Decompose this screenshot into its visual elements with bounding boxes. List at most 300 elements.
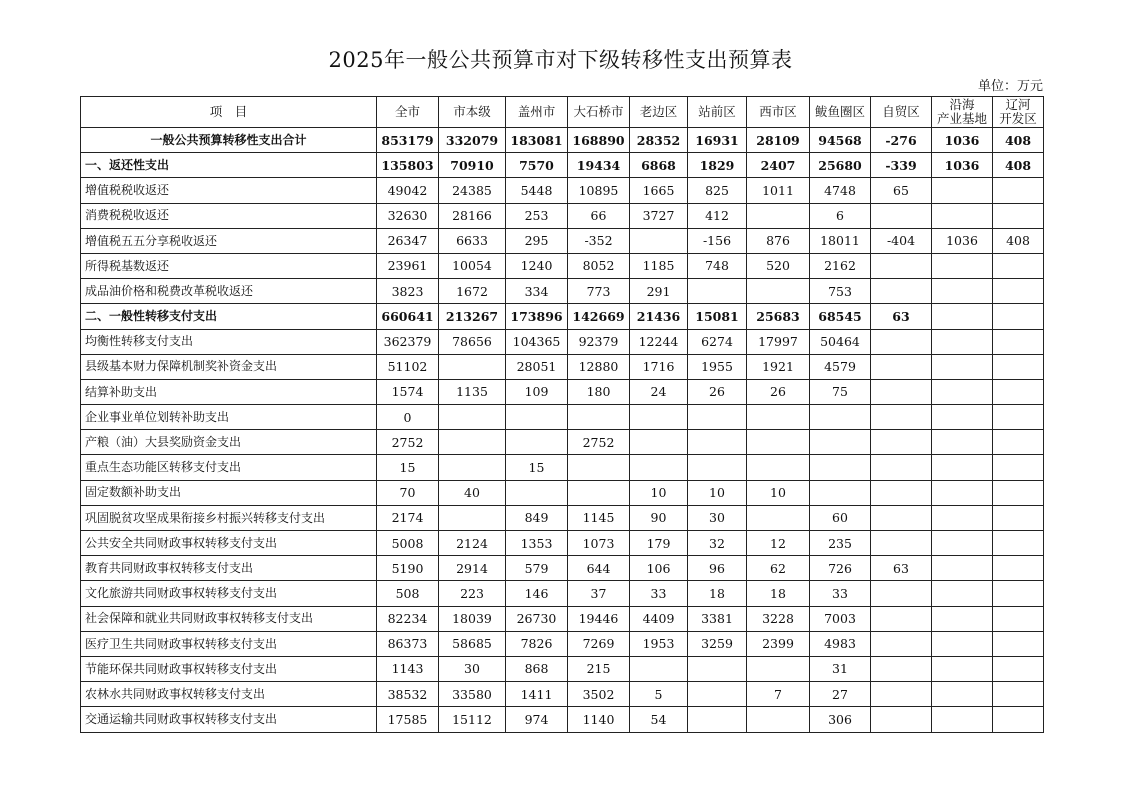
unit-label: 单位：万元: [977, 79, 1043, 94]
table-cell: [993, 556, 1044, 581]
table-cell: 28166: [439, 203, 506, 228]
table-cell: 306: [810, 707, 871, 732]
table-cell: [932, 304, 993, 329]
table-cell: -352: [568, 228, 630, 253]
table-cell: [871, 405, 932, 430]
table-cell: [439, 354, 506, 379]
table-cell: 295: [506, 228, 568, 253]
table-cell: 32: [688, 531, 747, 556]
table-cell: 520: [747, 253, 810, 278]
row-label: 文化旅游共同财政事权转移支付支出: [81, 581, 377, 606]
table-cell: [810, 480, 871, 505]
table-cell: 15: [506, 455, 568, 480]
column-header: 全市: [377, 97, 439, 128]
table-cell: 62: [747, 556, 810, 581]
table-cell: 28352: [630, 128, 688, 153]
table-cell: 50464: [810, 329, 871, 354]
table-cell: 332079: [439, 128, 506, 153]
table-cell: 10: [747, 480, 810, 505]
table-cell: [932, 656, 993, 681]
table-cell: [439, 405, 506, 430]
row-label: 巩固脱贫攻坚成果衔接乡村振兴转移支付支出: [81, 505, 377, 530]
table-cell: [747, 279, 810, 304]
table-cell: [630, 455, 688, 480]
table-cell: 49042: [377, 178, 439, 203]
row-label: 结算补助支出: [81, 379, 377, 404]
column-header: 老边区: [630, 97, 688, 128]
table-cell: 2162: [810, 253, 871, 278]
table-cell: [688, 279, 747, 304]
table-cell: 3823: [377, 279, 439, 304]
table-row: [81, 531, 1044, 556]
table-cell: 63: [871, 304, 932, 329]
table-cell: 825: [688, 178, 747, 203]
row-label: 公共安全共同财政事权转移支付支出: [81, 531, 377, 556]
table-cell: 10895: [568, 178, 630, 203]
table-cell: [993, 531, 1044, 556]
table-cell: 412: [688, 203, 747, 228]
table-cell: 1716: [630, 354, 688, 379]
table-cell: [688, 682, 747, 707]
table-cell: 1073: [568, 531, 630, 556]
table-cell: [993, 379, 1044, 404]
table-cell: 40: [439, 480, 506, 505]
table-cell: 70910: [439, 153, 506, 178]
table-cell: 974: [506, 707, 568, 732]
table-row: [81, 405, 1044, 430]
table-cell: [993, 279, 1044, 304]
table-cell: 2174: [377, 505, 439, 530]
table-cell: 3502: [568, 682, 630, 707]
table-cell: 1353: [506, 531, 568, 556]
table-cell: [506, 430, 568, 455]
table-cell: [506, 405, 568, 430]
page-title: 2025年一般公共预算市对下级转移性支出预算表: [328, 48, 793, 72]
table-cell: 726: [810, 556, 871, 581]
table-row: [81, 430, 1044, 455]
table-cell: 1574: [377, 379, 439, 404]
column-header: 辽河 开发区: [993, 97, 1044, 128]
table-cell: 215: [568, 656, 630, 681]
table-row: [81, 329, 1044, 354]
table-row: [81, 304, 1044, 329]
table-row: [81, 656, 1044, 681]
table-cell: [932, 505, 993, 530]
table-cell: 26: [688, 379, 747, 404]
table-cell: 30: [688, 505, 747, 530]
table-cell: [568, 405, 630, 430]
row-label: 所得税基数返还: [81, 253, 377, 278]
table-cell: 18: [747, 581, 810, 606]
table-cell: 2407: [747, 153, 810, 178]
table-cell: [871, 531, 932, 556]
table-cell: 146: [506, 581, 568, 606]
table-row: [81, 128, 1044, 153]
row-label: 固定数额补助支出: [81, 480, 377, 505]
table-cell: 868: [506, 656, 568, 681]
table-cell: 21436: [630, 304, 688, 329]
table-cell: 5190: [377, 556, 439, 581]
table-cell: [810, 430, 871, 455]
table-cell: 32630: [377, 203, 439, 228]
table-cell: [871, 581, 932, 606]
table-cell: [932, 531, 993, 556]
table-cell: 25680: [810, 153, 871, 178]
table-cell: 7003: [810, 606, 871, 631]
table-cell: 2124: [439, 531, 506, 556]
table-cell: 4409: [630, 606, 688, 631]
row-label: 社会保障和就业共同财政事权转移支付支出: [81, 606, 377, 631]
table-row: [81, 707, 1044, 732]
table-cell: 2399: [747, 631, 810, 656]
row-label: 一、返还性支出: [81, 153, 377, 178]
table-cell: 90: [630, 505, 688, 530]
row-label: 二、一般性转移支付支出: [81, 304, 377, 329]
table-cell: [747, 656, 810, 681]
table-cell: 60: [810, 505, 871, 530]
table-cell: [688, 455, 747, 480]
table-cell: [932, 253, 993, 278]
table-cell: 1145: [568, 505, 630, 530]
table-cell: [871, 279, 932, 304]
table-cell: [871, 379, 932, 404]
table-cell: 853179: [377, 128, 439, 153]
table-header: [81, 97, 1044, 128]
table-cell: [871, 354, 932, 379]
table-cell: [871, 203, 932, 228]
table-cell: 773: [568, 279, 630, 304]
table-cell: [993, 354, 1044, 379]
table-cell: 66: [568, 203, 630, 228]
table-cell: 24: [630, 379, 688, 404]
table-cell: 109: [506, 379, 568, 404]
table-cell: 17585: [377, 707, 439, 732]
table-cell: 10: [630, 480, 688, 505]
table-cell: 253: [506, 203, 568, 228]
table-row: [81, 480, 1044, 505]
table-cell: 168890: [568, 128, 630, 153]
table-cell: 92379: [568, 329, 630, 354]
column-header: 沿海 产业基地: [932, 97, 993, 128]
table-cell: 23961: [377, 253, 439, 278]
table-cell: 1955: [688, 354, 747, 379]
table-cell: 1672: [439, 279, 506, 304]
table-cell: [747, 430, 810, 455]
table-row: [81, 606, 1044, 631]
table-cell: 19434: [568, 153, 630, 178]
table-cell: [810, 455, 871, 480]
table-cell: [993, 304, 1044, 329]
table-cell: 12: [747, 531, 810, 556]
table-cell: [993, 682, 1044, 707]
table-cell: 142669: [568, 304, 630, 329]
table-cell: 19446: [568, 606, 630, 631]
table-cell: 33: [810, 581, 871, 606]
table-cell: 508: [377, 581, 439, 606]
column-header: 大石桥市: [568, 97, 630, 128]
table-cell: [871, 631, 932, 656]
table-cell: [993, 329, 1044, 354]
table-cell: [993, 480, 1044, 505]
table-body: [81, 128, 1044, 733]
table-cell: 18: [688, 581, 747, 606]
table-cell: [993, 581, 1044, 606]
table-cell: [630, 656, 688, 681]
table-cell: 33: [630, 581, 688, 606]
table-cell: 1240: [506, 253, 568, 278]
column-header: 西市区: [747, 97, 810, 128]
table-cell: [871, 329, 932, 354]
table-cell: 1411: [506, 682, 568, 707]
table-cell: 18039: [439, 606, 506, 631]
table-cell: [932, 379, 993, 404]
table-cell: [932, 430, 993, 455]
table-cell: 15112: [439, 707, 506, 732]
table-cell: 408: [993, 153, 1044, 178]
table-cell: 235: [810, 531, 871, 556]
header-row: [81, 97, 1044, 128]
table-cell: 1036: [932, 153, 993, 178]
row-label: 成品油价格和税费改革税收返还: [81, 279, 377, 304]
table-cell: [871, 430, 932, 455]
row-label: 县级基本财力保障机制奖补资金支出: [81, 354, 377, 379]
table-row: [81, 253, 1044, 278]
table-cell: 104365: [506, 329, 568, 354]
table-cell: 1143: [377, 656, 439, 681]
table-cell: 15081: [688, 304, 747, 329]
table-cell: 82234: [377, 606, 439, 631]
table-cell: [747, 203, 810, 228]
table-cell: 1921: [747, 354, 810, 379]
row-label: 增值税税收返还: [81, 178, 377, 203]
table-cell: 27: [810, 682, 871, 707]
table-cell: [439, 430, 506, 455]
table-cell: 2914: [439, 556, 506, 581]
row-label: 企业事业单位划转补助支出: [81, 405, 377, 430]
table-cell: 3259: [688, 631, 747, 656]
table-cell: [747, 455, 810, 480]
table-cell: 1185: [630, 253, 688, 278]
table-cell: [871, 253, 932, 278]
table-cell: [993, 707, 1044, 732]
table-cell: 28109: [747, 128, 810, 153]
column-header: 项 目: [81, 97, 377, 128]
table-cell: [439, 505, 506, 530]
table-cell: 26730: [506, 606, 568, 631]
table-cell: 1036: [932, 228, 993, 253]
column-header: 自贸区: [871, 97, 932, 128]
table-cell: 30: [439, 656, 506, 681]
table-cell: [630, 228, 688, 253]
table-row: [81, 203, 1044, 228]
table-cell: 26347: [377, 228, 439, 253]
table-cell: 7570: [506, 153, 568, 178]
table-row: [81, 178, 1044, 203]
table-cell: 5008: [377, 531, 439, 556]
table-cell: 86373: [377, 631, 439, 656]
table-cell: 748: [688, 253, 747, 278]
column-header: 鲅鱼圈区: [810, 97, 871, 128]
table-cell: 38532: [377, 682, 439, 707]
table-cell: [747, 405, 810, 430]
row-label: 消费税税收返还: [81, 203, 377, 228]
table-row: [81, 505, 1044, 530]
table-cell: 1011: [747, 178, 810, 203]
table-cell: [932, 631, 993, 656]
table-cell: [932, 556, 993, 581]
table-cell: 33580: [439, 682, 506, 707]
column-header: 站前区: [688, 97, 747, 128]
table-cell: 223: [439, 581, 506, 606]
row-label: 交通运输共同财政事权转移支付支出: [81, 707, 377, 732]
table-cell: [747, 505, 810, 530]
table-row: [81, 682, 1044, 707]
table-cell: 2752: [568, 430, 630, 455]
table-cell: [688, 656, 747, 681]
table-cell: 1829: [688, 153, 747, 178]
table-row: [81, 631, 1044, 656]
table-cell: 12244: [630, 329, 688, 354]
table-cell: 10: [688, 480, 747, 505]
table-cell: [993, 606, 1044, 631]
table-row: [81, 581, 1044, 606]
table-cell: 1135: [439, 379, 506, 404]
column-header: 市本级: [439, 97, 506, 128]
table-cell: 28051: [506, 354, 568, 379]
table-cell: 4748: [810, 178, 871, 203]
row-label: 重点生态功能区转移支付支出: [81, 455, 377, 480]
row-label: 一般公共预算转移性支出合计: [81, 128, 377, 153]
table-cell: 78656: [439, 329, 506, 354]
table-cell: [568, 455, 630, 480]
table-row: [81, 354, 1044, 379]
table-cell: [688, 405, 747, 430]
table-cell: 63: [871, 556, 932, 581]
table-cell: 334: [506, 279, 568, 304]
table-cell: 1140: [568, 707, 630, 732]
table-cell: 3228: [747, 606, 810, 631]
table-cell: 291: [630, 279, 688, 304]
table-cell: 25683: [747, 304, 810, 329]
table-cell: 876: [747, 228, 810, 253]
row-label: 产粮（油）大县奖励资金支出: [81, 430, 377, 455]
table-cell: [932, 455, 993, 480]
table-cell: [932, 606, 993, 631]
table-cell: 37: [568, 581, 630, 606]
table-cell: 753: [810, 279, 871, 304]
row-label: 均衡性转移支付支出: [81, 329, 377, 354]
table-cell: [932, 354, 993, 379]
table-cell: 4579: [810, 354, 871, 379]
table-cell: 3727: [630, 203, 688, 228]
table-cell: [932, 682, 993, 707]
table-cell: 54: [630, 707, 688, 732]
table-cell: [506, 480, 568, 505]
table-cell: 579: [506, 556, 568, 581]
table-cell: [932, 480, 993, 505]
table-cell: [871, 480, 932, 505]
table-cell: 16931: [688, 128, 747, 153]
table-cell: 1665: [630, 178, 688, 203]
table-cell: 7: [747, 682, 810, 707]
table-cell: 213267: [439, 304, 506, 329]
table-cell: [932, 178, 993, 203]
table-cell: 8052: [568, 253, 630, 278]
table-cell: -156: [688, 228, 747, 253]
table-row: [81, 279, 1044, 304]
table-cell: [871, 606, 932, 631]
row-label: 医疗卫生共同财政事权转移支付支出: [81, 631, 377, 656]
table-cell: 7826: [506, 631, 568, 656]
table-cell: 644: [568, 556, 630, 581]
table-cell: [871, 656, 932, 681]
table-cell: 94568: [810, 128, 871, 153]
table-cell: [932, 405, 993, 430]
table-cell: 65: [871, 178, 932, 203]
table-cell: 5: [630, 682, 688, 707]
table-cell: 51102: [377, 354, 439, 379]
table-cell: [688, 430, 747, 455]
table-cell: 68545: [810, 304, 871, 329]
table-cell: 183081: [506, 128, 568, 153]
table-cell: [993, 656, 1044, 681]
table-cell: 10054: [439, 253, 506, 278]
table-cell: [993, 203, 1044, 228]
table-cell: 6633: [439, 228, 506, 253]
table-cell: [568, 480, 630, 505]
table-cell: 4983: [810, 631, 871, 656]
budget-table: [80, 96, 1044, 733]
table-cell: [993, 455, 1044, 480]
table-cell: 3381: [688, 606, 747, 631]
table-cell: 26: [747, 379, 810, 404]
table-cell: [630, 430, 688, 455]
table-cell: [932, 279, 993, 304]
table-cell: 6274: [688, 329, 747, 354]
table-cell: [871, 455, 932, 480]
table-cell: 135803: [377, 153, 439, 178]
table-cell: 96: [688, 556, 747, 581]
table-cell: 31: [810, 656, 871, 681]
table-row: [81, 228, 1044, 253]
table-cell: [932, 581, 993, 606]
table-row: [81, 379, 1044, 404]
table-cell: 5448: [506, 178, 568, 203]
table-cell: 6: [810, 203, 871, 228]
row-label: 农林水共同财政事权转移支付支出: [81, 682, 377, 707]
table-cell: 180: [568, 379, 630, 404]
table-cell: [871, 682, 932, 707]
table-cell: [810, 405, 871, 430]
table-cell: [630, 405, 688, 430]
table-cell: [747, 707, 810, 732]
table-cell: 849: [506, 505, 568, 530]
table-cell: 408: [993, 128, 1044, 153]
table-cell: [993, 631, 1044, 656]
table-cell: [993, 178, 1044, 203]
table-cell: 106: [630, 556, 688, 581]
table-cell: 1953: [630, 631, 688, 656]
row-label: 教育共同财政事权转移支付支出: [81, 556, 377, 581]
table-cell: 1036: [932, 128, 993, 153]
table-cell: [688, 707, 747, 732]
table-cell: -339: [871, 153, 932, 178]
table-cell: 12880: [568, 354, 630, 379]
table-cell: 24385: [439, 178, 506, 203]
table-cell: [993, 430, 1044, 455]
table-cell: 362379: [377, 329, 439, 354]
table-row: [81, 556, 1044, 581]
